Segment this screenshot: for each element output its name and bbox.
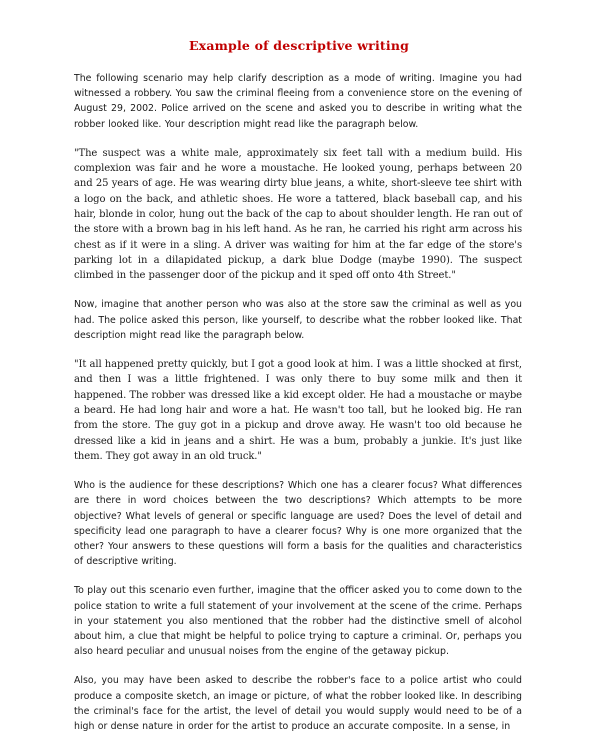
document-body	[74, 71, 560, 734]
body-paragraph: To play out this scenario even further, imagine that the officer asked you to come down to the police station to write a full statement of your involvement at the scene of the crime. Perhaps in your statement you also mentioned that the robber had the distinctive smell of alcohol about him, a clue that might be helpful to police trying to capture a criminal. Or, perhaps you also heard peculiar and unusual noises from the engine of the getaway pickup.	[74, 585, 522, 658]
body-paragraph: Now, imagine that another person who was also at the store saw the criminal as well as you had. The police asked this person, like yourself, to describe what the robber looked like. That description might read like the paragraph below.	[74, 299, 522, 341]
body-paragraph: The following scenario may help clarify description as a mode of writing. Imagine you had witnessed a robbery. You saw the criminal fleeing from a convenience store on the evening of August 29, 2002. Police arrived on the scene and asked you to describe in writing what the robber looked like. Your description might read like the paragraph below.	[74, 73, 522, 130]
body-paragraph: Also, you may have been asked to describe the robber's face to a police artist who could produce a composite sketch, an image or picture, of what the robber looked like. In describing the criminal's face for the artist, the level of detail you would supply would need to be of a high or dense nature in order for the artist to produce an accurate composite. In a sense, in	[74, 675, 522, 733]
page-title: Example of descriptive writing	[188, 38, 410, 53]
quoted-paragraph: "The suspect was a white male, approximately six feet tall with a medium build. His complexion was fair and he wore a moustache. He looked young, perhaps between 20 and 25 years of age. He was wearing dirty blue jeans, a white, short-sleeve tee shirt with a logo on the back, and athletic shoes. He wore a tattered, black baseball cap, and his hair, blonde in color, hung out the back of the cap to about shoulder length. He ran out of the store with a brown bag in his left hand. As he ran, he carried his right arm across his chest as if it were in a sling. A driver was waiting for him at the far edge of the store's parking lot in a dilapidated pickup, a dark blue Dodge (maybe 1990). The suspect climbed in the passenger door of the pickup and it sped off onto 4th Street."	[74, 147, 522, 282]
quoted-paragraph: "It all happened pretty quickly, but I got a good look at him. I was a little shocked at first, and then I was a little frightened. I was only there to buy some milk and then it happened. The robber was dressed like a kid except older. He had a moustache or maybe a beard. He had long hair and wore a hat. He wasn't too tall, but he looked big. He ran from the store. The guy got in a pickup and drove away. He wasn't too old because he dressed like a kid in jeans and a shirt. He was a bum, probably a junkie. It's just like them. They got away in an old truck."	[74, 359, 522, 462]
body-paragraph: Who is the audience for these descriptions? Which one has a clearer focus? What differences are there in word choices between the two descriptions? Which attempts to be more objective? What levels of general or specific language are used? Does the level of detail and specificity lead one paragraph to have a clearer focus? Why is one more organized that the other? Your answers to these questions will form a basis for the qualities and characteristics of descriptive writing.	[74, 480, 522, 568]
